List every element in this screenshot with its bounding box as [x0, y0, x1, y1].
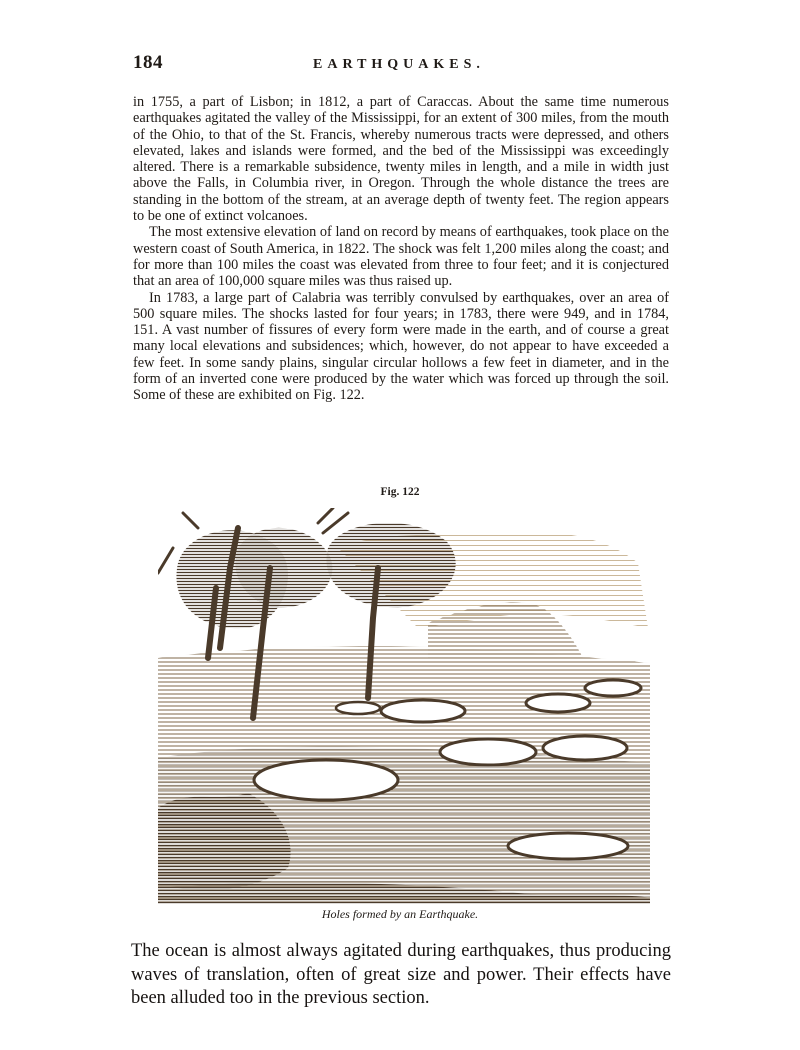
figure-caption: Holes formed by an Earthquake.: [321, 907, 479, 921]
closing-paragraph: The ocean is almost always agitated during earthquakes, thus producing waves of translation, often of great size and power. Their effects have been alluded too in the previous section.: [131, 941, 671, 1008]
running-head: EARTHQUAKES.: [313, 57, 485, 72]
earthquake-holes-engraving: [158, 508, 650, 904]
earthquake-hole: [508, 833, 628, 859]
earthquake-hole: [543, 736, 627, 760]
figure-label: Fig. 122: [380, 486, 420, 498]
earthquake-hole: [381, 700, 465, 722]
paragraph-2: The most extensive elevation of land on record by means of earthquakes, took place on the western coast of South America, in 1822. The shock was felt 1,200 miles along the coast; and for more than 100 miles the coast was elevated from three to four feet; and it is conjectured that an area of 100,000 square miles was thus raised up.: [133, 224, 669, 290]
paragraph-1: in 1755, a part of Lisbon; in 1812, a part of Caraccas. About the same time numerous earthquakes agitated the valley of the Mississippi, for an extent of 300 miles, from the mouth of the Ohio, to that of the St. Francis, whereby numerous tracts were depressed, and others elevated, lakes and islands were formed, and the bed of the Mississippi was exceedingly altered. There is a remarkable subsidence, twenty miles in length, and a mile in width just above the Falls, in Columbia river, in Oregon. Through the whole distance the trees are standing in the bottom of the stream, at an average depth of twenty feet. The region appears to be one of extinct volcanoes.: [133, 94, 669, 225]
earthquake-hole: [336, 702, 380, 714]
earthquake-hole: [526, 694, 590, 712]
body-text: [133, 94, 669, 404]
paragraph-3: In 1783, a large part of Calabria was terribly convulsed by earthquakes, over an area of 500 square miles. The shocks lasted for four years; in 1783, there were 949, and in 1784, 151. A vast number of fissures of every form were made in the earth, and of course a great many local elevations and subsidences; which, however, do not appear to have exceeded a few feet. In some sandy plains, singular circular hollows a few feet in diameter, and in the form of an inverted cone were produced by the water which was forced up through the soil. Some of these are exhibited on Fig. 122.: [133, 289, 669, 404]
earthquake-hole: [254, 760, 398, 800]
earthquake-hole: [440, 739, 536, 765]
earthquake-hole: [585, 680, 641, 696]
page-number: 184: [133, 52, 163, 73]
